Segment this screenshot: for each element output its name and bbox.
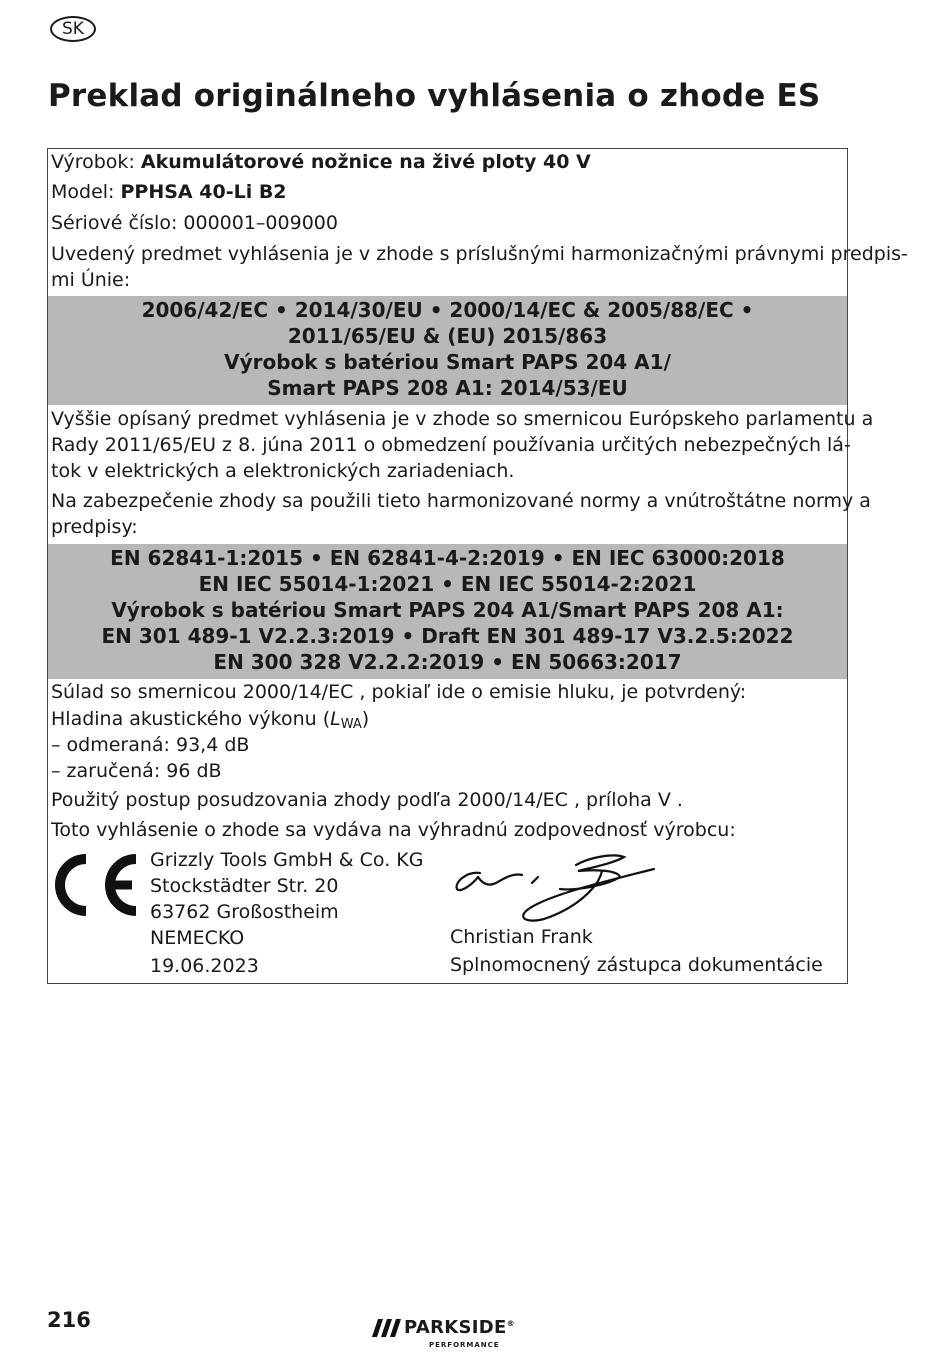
product-name: Akumulátorové nožnice na živé ploty 40 V: [140, 151, 591, 173]
sound-power-subscript: WA: [340, 717, 362, 732]
brand-registered: ®: [506, 1319, 515, 1328]
standard-line: EN 62841-1:2015 • EN 62841-4-2:2019 • EN IEC 63000:2018: [110, 546, 785, 570]
standard-line: EN 301 489-1 V2.2.3:2019 • Draft EN 301 489-17 V3.2.5:2022: [101, 624, 794, 648]
noise-statement: Súlad so smernicou 2000/14/EC , pokiaľ ide o emisie hluku, je potvrdený:: [51, 681, 747, 703]
standard-line: EN IEC 55014-1:2021 • EN IEC 55014-2:2021: [198, 572, 697, 596]
sound-power-close: ): [361, 708, 370, 730]
brand-word: PARKSIDE: [404, 1317, 507, 1338]
signature-image: [448, 849, 658, 925]
guaranteed-level: – zaručená: 96 dB: [51, 760, 222, 782]
rohs-line: Rady 2011/65/EU z 8. júna 2011 o obmedzení používania určitých nebezpečných lá-: [51, 434, 851, 456]
sound-power-symbol: L: [330, 708, 341, 730]
manufacturer-company: Grizzly Tools GmbH & Co. KG: [150, 849, 424, 871]
logo-slashes-icon: [372, 1318, 402, 1338]
language-badge: [50, 16, 96, 42]
declaration-box: [47, 148, 908, 984]
parkside-logo: [372, 1317, 532, 1353]
manufacturer-city: 63762 Großostheim: [150, 901, 339, 923]
page-number: 216: [47, 1308, 91, 1332]
standard-line: EN 300 328 V2.2.2:2019 • EN 50663:2017: [213, 650, 682, 674]
model-label: Model:: [51, 181, 115, 203]
measured-level: – odmeraná: 93,4 dB: [51, 734, 250, 756]
manufacturer-street: Stockstädter Str. 20: [150, 875, 339, 897]
responsibility-statement: Toto vyhlásenie o zhode sa vydáva na výhradnú zodpovednosť výrobcu:: [51, 819, 736, 841]
standard-line: Výrobok s batériou Smart PAPS 204 A1/Smart PAPS 208 A1:: [111, 598, 784, 622]
conformity-intro-line: Uvedený predmet vyhlásenia je v zhode s príslušnými harmonizačnými právnymi predpis-: [51, 243, 908, 265]
signer-role: Splnomocnený zástupca dokumentácie: [450, 954, 823, 976]
directive-line: 2006/42/EC • 2014/30/EU • 2000/14/EC & 2005/88/EC •: [141, 298, 754, 322]
page-title: Preklad originálneho vyhlásenia o zhode ES: [48, 78, 821, 114]
product-line: [51, 149, 591, 175]
declaration-date: 19.06.2023: [150, 955, 259, 977]
model-line: [51, 179, 287, 205]
brand-sub: PERFORMANCE: [429, 1341, 500, 1349]
standards-intro-line: Na zabezpečenie zhody sa použili tieto harmonizované normy a vnútroštátne normy a: [51, 490, 871, 512]
directive-line: Smart PAPS 208 A1: 2014/53/EU: [267, 376, 628, 400]
language-code: SK: [62, 18, 84, 39]
signer-block: [450, 923, 823, 979]
manufacturer-country: NEMECKO: [150, 927, 245, 949]
standards-band: [48, 544, 847, 679]
directive-line: Výrobok s batériou Smart PAPS 204 A1/: [224, 350, 671, 374]
conformity-intro-line: mi Únie:: [51, 269, 131, 291]
brand-name: [404, 1317, 515, 1338]
assessment-procedure: Použitý postup posudzovania zhody podľa 2000/14/EC , príloha V .: [51, 789, 683, 811]
directive-line: 2011/65/EU & (EU) 2015/863: [287, 324, 608, 348]
model-value: PPHSA 40-Li B2: [120, 181, 287, 203]
ce-mark-icon: [50, 852, 140, 918]
rohs-line: tok v elektrických a elektronických zariadeniach.: [51, 460, 515, 482]
rohs-line: Vyššie opísaný predmet vyhlásenia je v zhode so smernicou Európskeho parlamentu a: [51, 408, 874, 430]
product-label: Výrobok:: [51, 151, 135, 173]
sound-power-text: Hladina akustického výkonu (: [51, 708, 331, 730]
signer-name: Christian Frank: [450, 926, 593, 948]
standards-intro-line: predpisy:: [51, 516, 138, 538]
manufacturer-address: [150, 847, 423, 979]
directives-band: [48, 296, 847, 405]
sound-power-label: [51, 706, 369, 732]
serial-number: Sériové číslo: 000001–009000: [51, 212, 338, 234]
